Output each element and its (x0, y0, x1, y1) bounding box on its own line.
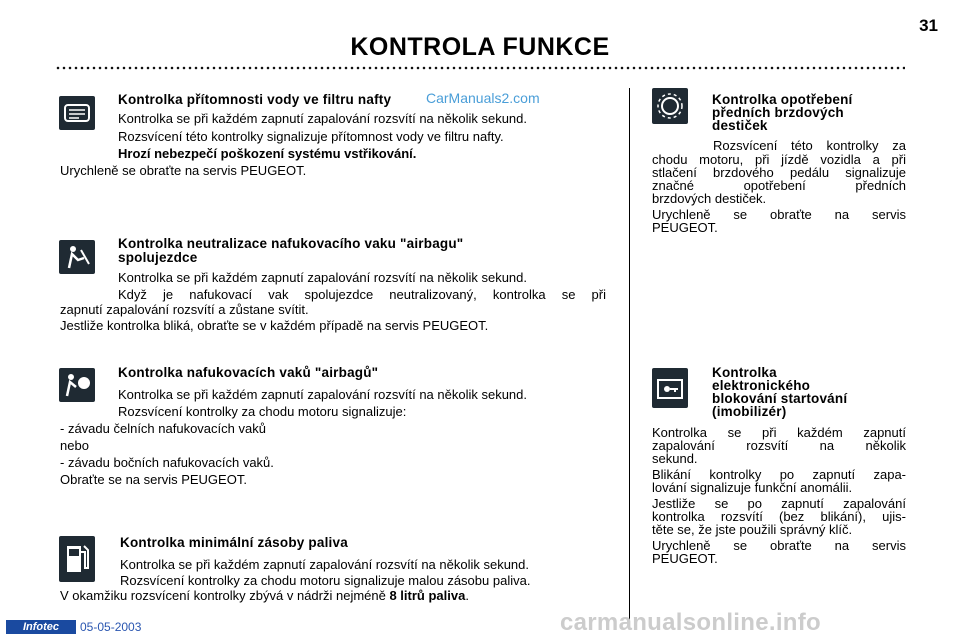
immobilizer-heading-4: (imobilizér) (712, 404, 787, 419)
airbags-heading: Kontrolka nafukovacích vaků "airbagů" (118, 365, 379, 380)
immobilizer-heading-1: Kontrolka (712, 365, 777, 380)
airbag-neutral-heading-2: spolujezdce (118, 250, 198, 265)
airbag-neutral-text-2: Když je nafukovací vak spolujezdce neutralizovaný, kontrolka se při (118, 287, 606, 302)
brakes-text-3: stlačení brzdového pedálu signalizuje (652, 165, 906, 180)
column-divider (629, 88, 630, 620)
immobilizer-text-7: kontrolka rozsvítí (bez blikání), ujis- (652, 509, 906, 524)
airbag-neutral-text-1: Kontrolka se při každém zapnutí zapalování rozsvítí na několik sekund. (118, 270, 527, 285)
brakes-text-7: PEUGEOT. (652, 220, 718, 235)
fuel-text-1: Kontrolka se při každém zapnutí zapalování rozsvítí na několik sekund. (120, 557, 529, 572)
immobilizer-text-2: zapalování rozsvítí na několik (652, 438, 906, 453)
immobilizer-heading-3: blokování startování (712, 391, 848, 406)
water-filter-text-1: Kontrolka se při každém zapnutí zapalování rozsvítí na několik sekund. (118, 111, 527, 126)
brakes-heading-1: Kontrolka opotřebení (712, 92, 853, 107)
water-filter-text-3: Urychleně se obraťte na servis PEUGEOT. (60, 163, 307, 178)
page-title: KONTROLA FUNKCE (350, 33, 610, 61)
brakes-text-4: značné opotřebení předních (652, 178, 906, 193)
immobilizer-text-4: Blikání kontrolky po zapnutí zapa- (652, 467, 906, 482)
airbags-text-4: nebo (60, 438, 89, 453)
footer-date: 05-05-2003 (80, 620, 142, 634)
airbags-text-1: Kontrolka se při každém zapnutí zapalování rozsvítí na několik sekund. (118, 387, 527, 402)
immobilizer-heading-2: elektronického (712, 378, 811, 393)
water-filter-text-2: Rozsvícení této kontrolky signalizuje přítomnost vody ve filtru nafty. (118, 129, 504, 144)
brakes-text-5: brzdových destiček. (652, 191, 767, 206)
brakes-text-1: Rozsvícení této kontrolky za (713, 138, 906, 153)
fuel-pump-icon (59, 536, 95, 582)
airbag-icon (59, 368, 95, 402)
brakes-heading-2: předních brzdových (712, 105, 844, 120)
airbag-neutral-text-4: Jestliže kontrolka bliká, obraťte se v každém případě na servis PEUGEOT. (60, 318, 489, 333)
immobilizer-text-10: PEUGEOT. (652, 551, 718, 566)
immobilizer-text-1: Kontrolka se při každém zapnutí (652, 425, 906, 440)
brakes-text-2: chodu motoru, při jízdě vozidla a při (652, 152, 906, 167)
immobilizer-text-6: Jestliže se po zapnutí zapalování (652, 496, 906, 511)
dotted-divider (55, 66, 905, 70)
infotec-badge: Infotec (6, 620, 76, 634)
brakes-heading-3: destiček (712, 118, 768, 133)
airbags-text-3: - závadu čelních nafukovacích vaků (60, 421, 266, 436)
watermark-top: CarManuals2.com (426, 90, 540, 106)
airbags-text-6: Obraťte se na servis PEUGEOT. (60, 472, 247, 487)
water-in-fuel-filter-icon (59, 96, 95, 130)
fuel-text-3a: V okamžiku rozsvícení kontrolky zbývá v nádrži nejméně (60, 588, 390, 603)
page-number: 31 (919, 16, 938, 35)
fuel-reserve-amount: 8 litrů paliva (389, 588, 466, 603)
water-filter-heading: Kontrolka přítomnosti vody ve filtru nafty (118, 92, 392, 107)
fuel-text-3c: . (465, 588, 469, 603)
immobilizer-text-9: Urychleně se obraťte na servis (652, 538, 906, 553)
brakes-text-6: Urychleně se obraťte na servis (652, 207, 906, 222)
water-filter-warning: Hrozí nebezpečí poškození systému vstřikování. (118, 146, 417, 161)
airbags-text-5: - závadu bočních nafukovacích vaků. (60, 455, 274, 470)
immobilizer-text-5: lování signalizuje funkční anomálii. (652, 480, 853, 495)
airbag-neutral-heading-1: Kontrolka neutralizace nafukovacího vaku "airbagu" (118, 236, 464, 251)
immobilizer-text-3: sekund. (652, 451, 698, 466)
fuel-heading: Kontrolka minimální zásoby paliva (120, 535, 348, 550)
airbags-text-2: Rozsvícení kontrolky za chodu motoru signalizuje: (118, 404, 407, 419)
immobilizer-key-icon (652, 368, 688, 408)
footer-watermark: carmanualsonline.info (560, 609, 822, 636)
fuel-text-2: Rozsvícení kontrolky za chodu motoru signalizuje malou zásobu paliva. (120, 573, 531, 588)
airbag-off-icon (59, 240, 95, 274)
brake-pad-wear-icon (652, 88, 688, 124)
fuel-text-3 (60, 588, 469, 604)
immobilizer-text-8: těte se, že jste použili správný klíč. (652, 522, 853, 537)
airbag-neutral-text-3: zapnutí zapalování rozsvítí a zůstane svítit. (60, 302, 309, 317)
